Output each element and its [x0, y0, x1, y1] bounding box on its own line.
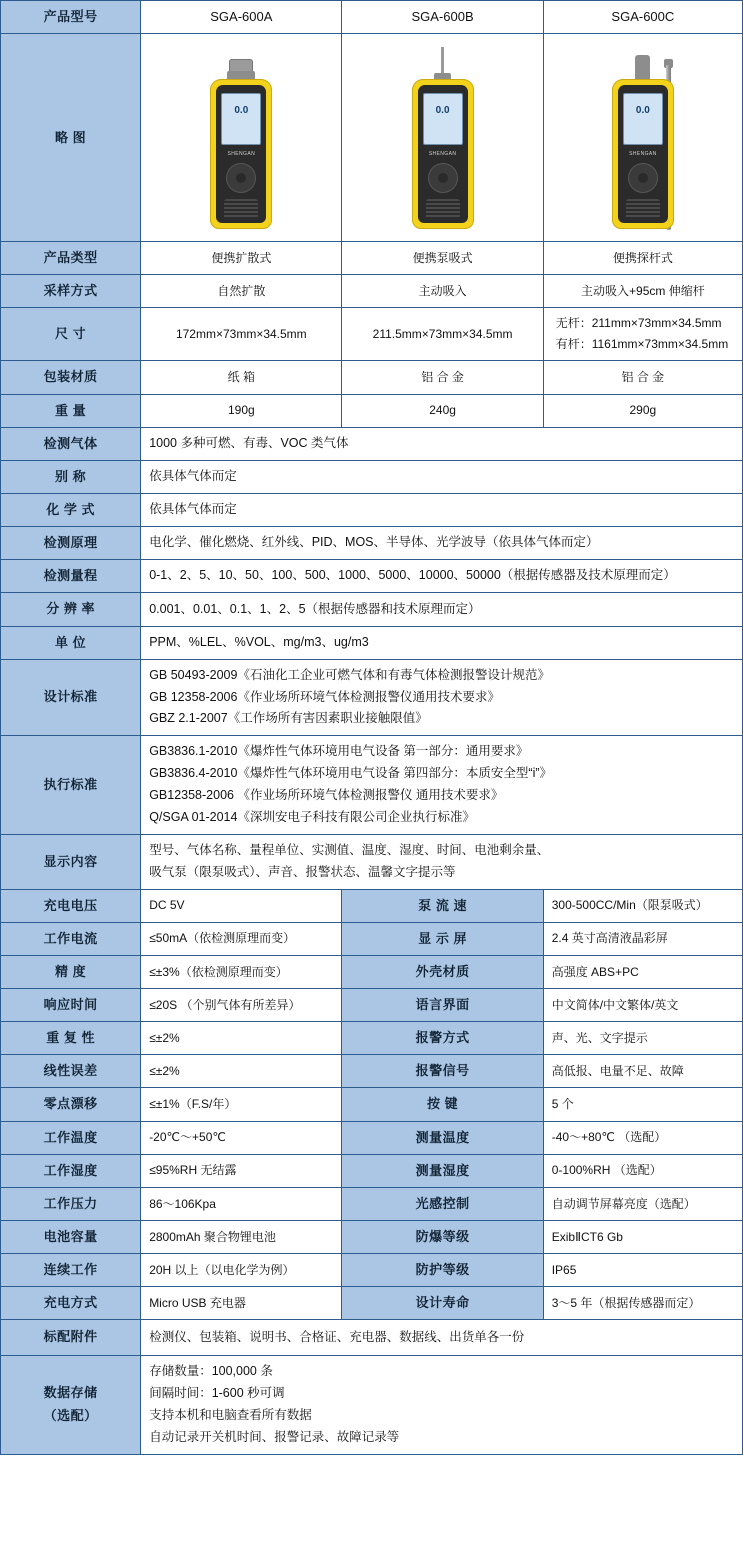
- table-row: [1, 593, 743, 626]
- row-value: ExibⅡCT6 Gb: [543, 1220, 742, 1253]
- row-label: 测量湿度: [342, 1154, 543, 1187]
- row-value: ≤±1%（F.S/年）: [141, 1088, 342, 1121]
- device-screen: [623, 93, 663, 145]
- table-row: [1, 988, 743, 1021]
- table-row: [1, 460, 743, 493]
- table-row: [1, 427, 743, 460]
- row-value: 240g: [342, 394, 543, 427]
- row-label: 零点漂移: [1, 1088, 141, 1121]
- device-screen-value: 0.0: [435, 104, 450, 116]
- table-row: [1, 659, 743, 736]
- row-label: 工作湿度: [1, 1154, 141, 1187]
- row-label: 检测原理: [1, 527, 141, 560]
- device-screen: [423, 93, 463, 145]
- row-label-sketch: 略 图: [1, 34, 141, 242]
- device-screen: [221, 93, 261, 145]
- row-value: DC 5V: [141, 889, 342, 922]
- row-label: 执行标准: [1, 736, 141, 835]
- row-value: ≤±2%: [141, 1022, 342, 1055]
- row-value: 铝 合 金: [543, 361, 742, 394]
- row-value: -20℃～+50℃: [141, 1121, 342, 1154]
- row-label: 设计标准: [1, 659, 141, 736]
- row-label: 产品类型: [1, 242, 141, 275]
- row-value: 5 个: [543, 1088, 742, 1121]
- spec-rows-tail: [1, 1320, 743, 1454]
- table-row: [1, 242, 743, 275]
- table-row: [1, 361, 743, 394]
- row-value: 声、光、文字提示: [543, 1022, 742, 1055]
- row-value: 铝 合 金: [342, 361, 543, 394]
- model-cell-a: SGA-600A: [141, 1, 342, 34]
- table-row: [1, 1187, 743, 1220]
- row-label: 工作电流: [1, 922, 141, 955]
- device-speaker-grill-icon: [224, 199, 258, 219]
- table-row: [1, 736, 743, 835]
- device-image-diffusion: [141, 34, 342, 242]
- row-value: 无杆：211mm×73mm×34.5mm 有杆：1161mm×73mm×34.5mm: [543, 308, 742, 361]
- table-row: [1, 1320, 743, 1356]
- table-row: [1, 1088, 743, 1121]
- table-row: [1, 1356, 743, 1455]
- row-label: 工作压力: [1, 1187, 141, 1220]
- row-value: 211.5mm×73mm×34.5mm: [342, 308, 543, 361]
- row-value: ≤50mA（依检测原理而变）: [141, 922, 342, 955]
- row-value: 高低报、电量不足、故障: [543, 1055, 742, 1088]
- row-value: 电化学、催化燃烧、红外线、PID、MOS、半导体、光学波导（依具体气体而定）: [141, 527, 743, 560]
- table-row: [1, 1287, 743, 1320]
- row-label: 充电方式: [1, 1287, 141, 1320]
- row-value: 纸 箱: [141, 361, 342, 394]
- device-brand-label: SHENGAN: [629, 150, 657, 157]
- row-label: 电池容量: [1, 1220, 141, 1253]
- row-value: 高强度 ABS+PC: [543, 955, 742, 988]
- row-value: GB 50493-2009《石油化工企业可燃气体和有毒气体检测报警设计规范》 GB 12358-2006《作业场所环境气体检测报警仪通用技术要求》 GBZ 2.1-2007《工作场所有害因素职业接触限值》: [141, 659, 743, 736]
- table-row: [1, 889, 743, 922]
- row-label: 显 示 屏: [342, 922, 543, 955]
- row-value: 依具体气体而定: [141, 460, 743, 493]
- row-label: 尺 寸: [1, 308, 141, 361]
- device-brand-label: SHENGAN: [227, 150, 256, 157]
- spec-rows-four-column: [1, 889, 743, 1320]
- device-keypad-icon: [428, 163, 458, 193]
- table-row: [1, 493, 743, 526]
- device-speaker-grill-icon: [626, 199, 660, 219]
- row-value: GB3836.1-2010《爆炸性气体环境用电气设备 第一部分：通用要求》 GB3836.4-2010《爆炸性气体环境用电气设备 第四部分：本质安全型“i”》 GB12358-2006 《作业场所环境气体检测报警仪 通用技术要求》 Q/SGA 01-2014《深圳安电子科技有限公司企业执行标准》: [141, 736, 743, 835]
- row-value: 便携扩散式: [141, 242, 342, 275]
- row-value: 290g: [543, 394, 742, 427]
- row-label: 充电电压: [1, 889, 141, 922]
- row-label: 重 量: [1, 394, 141, 427]
- row-label: 防护等级: [342, 1254, 543, 1287]
- row-label: 分 辨 率: [1, 593, 141, 626]
- device-keypad-icon: [628, 163, 658, 193]
- row-value: 依具体气体而定: [141, 493, 743, 526]
- table-row: [1, 955, 743, 988]
- row-value: 便携泵吸式: [342, 242, 543, 275]
- row-label: 泵 流 速: [342, 889, 543, 922]
- table-row-model: [1, 1, 743, 34]
- device-image-probe: [543, 34, 742, 242]
- row-label: 检测气体: [1, 427, 141, 460]
- row-label: 测量温度: [342, 1121, 543, 1154]
- row-value: 0-1、2、5、10、50、100、500、1000、5000、10000、50000（根据传感器及技术原理而定）: [141, 560, 743, 593]
- row-label: 设计寿命: [342, 1287, 543, 1320]
- row-value: 3～5 年（根据传感器而定）: [543, 1287, 742, 1320]
- row-label: 外壳材质: [342, 955, 543, 988]
- row-label: 数据存储 （选配）: [1, 1356, 141, 1455]
- device-screen-value: 0.0: [635, 104, 650, 116]
- model-cell-c: SGA-600C: [543, 1, 742, 34]
- row-label: 报警信号: [342, 1055, 543, 1088]
- row-label: 化 学 式: [1, 493, 141, 526]
- spec-rows-three-column: [1, 242, 743, 428]
- detector-probe-icon: [604, 45, 682, 231]
- table-row: [1, 394, 743, 427]
- table-row: [1, 922, 743, 955]
- row-value: PPM、%LEL、%VOL、mg/m3、ug/m3: [141, 626, 743, 659]
- table-row: [1, 1121, 743, 1154]
- device-brand-label: SHENGAN: [428, 150, 457, 157]
- row-label: 采样方式: [1, 275, 141, 308]
- spec-rows-full-width: [1, 427, 743, 889]
- device-keypad-icon: [226, 163, 256, 193]
- row-label-model: 产品型号: [1, 1, 141, 34]
- row-value: 1000 多种可燃、有毒、VOC 类气体: [141, 427, 743, 460]
- row-value: 0.001、0.01、0.1、1、2、5（根据传感器和技术原理而定）: [141, 593, 743, 626]
- row-value: 86～106Kpa: [141, 1187, 342, 1220]
- row-value: 0-100%RH （选配）: [543, 1154, 742, 1187]
- device-image-pump: [342, 34, 543, 242]
- row-value: 型号、气体名称、量程单位、实测值、温度、湿度、时间、电池剩余量、 吸气泵（限泵吸式）、声音、报警状态、温馨文字提示等: [141, 834, 743, 889]
- row-label: 报警方式: [342, 1022, 543, 1055]
- row-label: 显示内容: [1, 834, 141, 889]
- row-value: ≤95%RH 无结露: [141, 1154, 342, 1187]
- table-row: [1, 1220, 743, 1253]
- row-label: 标配附件: [1, 1320, 141, 1356]
- row-label: 精 度: [1, 955, 141, 988]
- row-label: 重 复 性: [1, 1022, 141, 1055]
- row-value: -40～+80℃ （选配）: [543, 1121, 742, 1154]
- detector-diffusion-icon: [202, 45, 280, 231]
- row-value: Micro USB 充电器: [141, 1287, 342, 1320]
- table-row: [1, 560, 743, 593]
- row-value: 172mm×73mm×34.5mm: [141, 308, 342, 361]
- table-row: [1, 1254, 743, 1287]
- row-value: 300-500CC/Min（限泵吸式）: [543, 889, 742, 922]
- row-value: IP65: [543, 1254, 742, 1287]
- row-value: 20H 以上（以电化学为例）: [141, 1254, 342, 1287]
- row-label: 工作温度: [1, 1121, 141, 1154]
- row-value: 存储数量：100,000 条 间隔时间：1-600 秒可调 支持本机和电脑查看所有数据 自动记录开关机时间、报警记录、故障记录等: [141, 1356, 743, 1455]
- row-label: 按 键: [342, 1088, 543, 1121]
- row-value: 便携探杆式: [543, 242, 742, 275]
- row-label: 光感控制: [342, 1187, 543, 1220]
- table-row: [1, 527, 743, 560]
- probe-inlet-icon: [635, 55, 650, 81]
- row-label: 单 位: [1, 626, 141, 659]
- row-value: 中文简体/中文繁体/英文: [543, 988, 742, 1021]
- model-cell-b: SGA-600B: [342, 1, 543, 34]
- device-screen-value: 0.0: [234, 104, 249, 116]
- row-label: 别 称: [1, 460, 141, 493]
- row-value: 主动吸入+95cm 伸缩杆: [543, 275, 742, 308]
- table-row: [1, 834, 743, 889]
- table-row: [1, 1022, 743, 1055]
- row-value: 自动调节屏幕亮度（选配）: [543, 1187, 742, 1220]
- device-speaker-grill-icon: [426, 199, 460, 219]
- row-label: 响应时间: [1, 988, 141, 1021]
- row-value: 2800mAh 聚合物锂电池: [141, 1220, 342, 1253]
- row-label: 语言界面: [342, 988, 543, 1021]
- row-value: ≤20S （个别气体有所差异）: [141, 988, 342, 1021]
- row-value: 2.4 英寸高清液晶彩屏: [543, 922, 742, 955]
- row-value: 主动吸入: [342, 275, 543, 308]
- table-row: [1, 1055, 743, 1088]
- row-value: ≤±2%: [141, 1055, 342, 1088]
- table-row: [1, 308, 743, 361]
- row-label: 防爆等级: [342, 1220, 543, 1253]
- row-value: 检测仪、包装箱、说明书、合格证、充电器、数据线、出货单各一份: [141, 1320, 743, 1356]
- table-row: [1, 626, 743, 659]
- row-value: ≤±3%（依检测原理而变）: [141, 955, 342, 988]
- row-label: 连续工作: [1, 1254, 141, 1287]
- row-label: 包装材质: [1, 361, 141, 394]
- row-value: 190g: [141, 394, 342, 427]
- table-row: [1, 1154, 743, 1187]
- row-value: 自然扩散: [141, 275, 342, 308]
- table-row-sketch: [1, 34, 743, 242]
- table-row: [1, 275, 743, 308]
- row-label: 线性误差: [1, 1055, 141, 1088]
- row-label: 检测量程: [1, 560, 141, 593]
- detector-pump-icon: [404, 45, 482, 231]
